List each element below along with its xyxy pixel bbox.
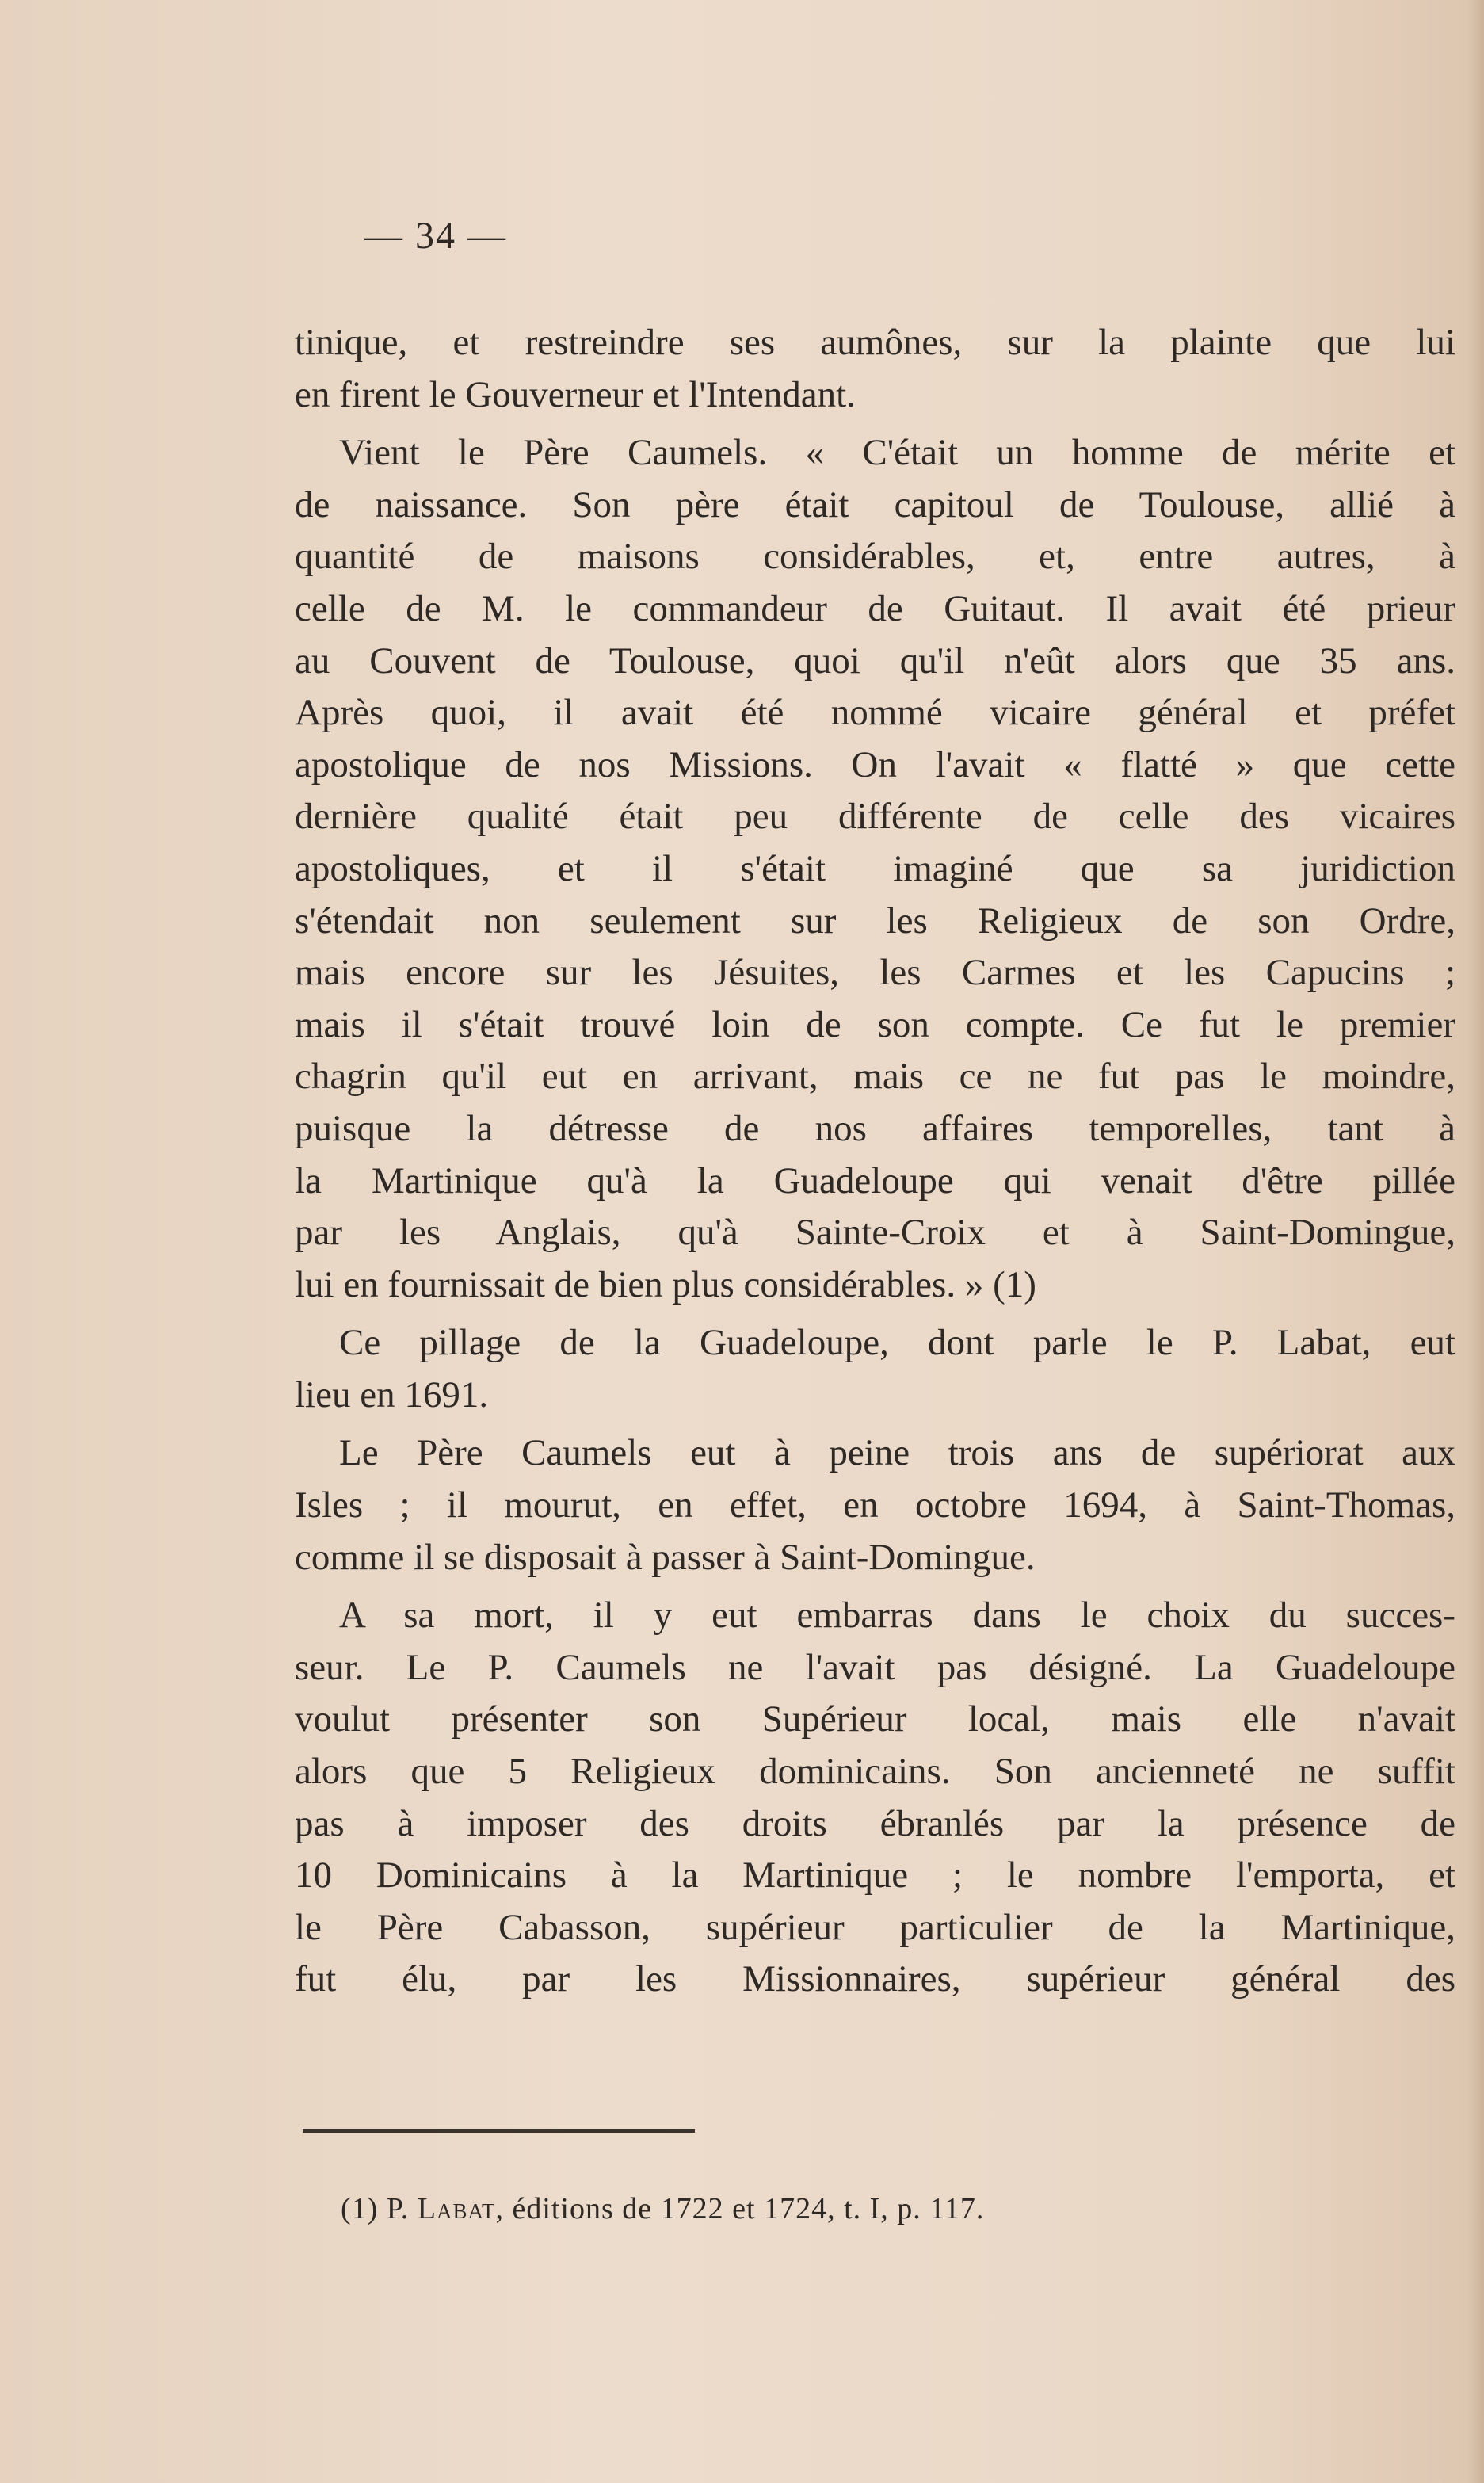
body-text xyxy=(295,317,1455,2012)
text-line: dernière qualité était peu différente de celle des vicaires xyxy=(295,796,1455,838)
page-edge-shadow xyxy=(1467,0,1484,2483)
text-line: la Martinique qu'à la Guadeloupe qui venait d'être pillée xyxy=(295,1159,1455,1201)
text-line: voulut présenter son Supérieur local, mais elle n'avait xyxy=(295,1698,1455,1740)
text-line: lieu en 1691. xyxy=(295,1373,489,1415)
text-line: Isles ; il mourut, en effet, en octobre 1694, à Saint-Thomas, xyxy=(295,1484,1455,1526)
text-line: par les Anglais, qu'à Sainte-Croix et à Saint-Domingue, xyxy=(295,1212,1455,1254)
text-line: pas à imposer des droits ébranlés par la présence de xyxy=(295,1802,1455,1844)
text-line: lui en fournissait de bien plus considérables. » (1) xyxy=(295,1263,1036,1305)
text-line: chagrin qu'il eut en arrivant, mais ce ne fut pas le moindre, xyxy=(295,1056,1455,1098)
paragraph-1 xyxy=(295,317,1455,421)
text-line: alors que 5 Religieux dominicains. Son ancienneté ne suffit xyxy=(295,1751,1455,1793)
page-number: — 34 — xyxy=(364,215,507,257)
text-line: 10 Dominicains à la Martinique ; le nombre l'emporta, et xyxy=(295,1855,1455,1897)
paragraph-4 xyxy=(295,1427,1455,1583)
text-line: Ce pillage de la Guadeloupe, dont parle le P. Labat, eut xyxy=(339,1322,1455,1364)
text-line: quantité de maisons considérables, et, entre autres, à xyxy=(295,536,1455,578)
text-line: au Couvent de Toulouse, quoi qu'il n'eût alors que 35 ans. xyxy=(295,640,1455,682)
text-line: A sa mort, il y eut embarras dans le choix du succes- xyxy=(339,1595,1455,1637)
text-line: comme il se disposait à passer à Saint-Domingue. xyxy=(295,1536,1036,1578)
footnote-marker: (1) xyxy=(341,2192,379,2225)
footnote-divider xyxy=(303,2129,695,2133)
text-line: Vient le Père Caumels. « C'était un homme de mérite et xyxy=(339,432,1455,474)
text-line: de naissance. Son père était capitoul de Toulouse, allié à xyxy=(295,483,1455,525)
text-line: mais encore sur les Jésuites, les Carmes et les Capucins ; xyxy=(295,952,1455,994)
text-line: en firent le Gouverneur et l'Intendant. xyxy=(295,373,856,415)
text-line: fut élu, par les Missionnaires, supérieur général des xyxy=(295,1958,1455,2000)
text-line: mais il s'était trouvé loin de son compte. Ce fut le premier xyxy=(295,1003,1455,1045)
paragraph-3 xyxy=(295,1317,1455,1421)
text-line: tinique, et restreindre ses aumônes, sur la plainte que lui xyxy=(295,322,1455,363)
text-line: s'étendait non seulement sur les Religieux de son Ordre, xyxy=(295,900,1455,942)
text-line: apostolique de nos Missions. On l'avait « flatté » que cette xyxy=(295,743,1455,785)
footnote-author-name: Labat xyxy=(417,2192,496,2225)
text-line: Après quoi, il avait été nommé vicaire général et préfet xyxy=(295,692,1455,734)
paragraph-5 xyxy=(295,1590,1455,2006)
paragraph-2 xyxy=(295,427,1455,1311)
text-line: celle de M. le commandeur de Guitaut. Il avait été prieur xyxy=(295,587,1455,629)
text-line: le Père Cabasson, supérieur particulier de la Martinique, xyxy=(295,1906,1455,1948)
footnote xyxy=(341,2191,984,2226)
footnote-citation: , éditions de 1722 et 1724, t. I, p. 117. xyxy=(495,2192,985,2225)
text-line: apostoliques, et il s'était imaginé que sa juridiction xyxy=(295,847,1455,889)
footnote-author-initial: P. xyxy=(386,2192,410,2225)
text-line: seur. Le P. Caumels ne l'avait pas désigné. La Guadeloupe xyxy=(295,1646,1455,1688)
text-line: Le Père Caumels eut à peine trois ans de supériorat aux xyxy=(339,1432,1455,1474)
text-line: puisque la détresse de nos affaires temporelles, tant à xyxy=(295,1107,1455,1149)
